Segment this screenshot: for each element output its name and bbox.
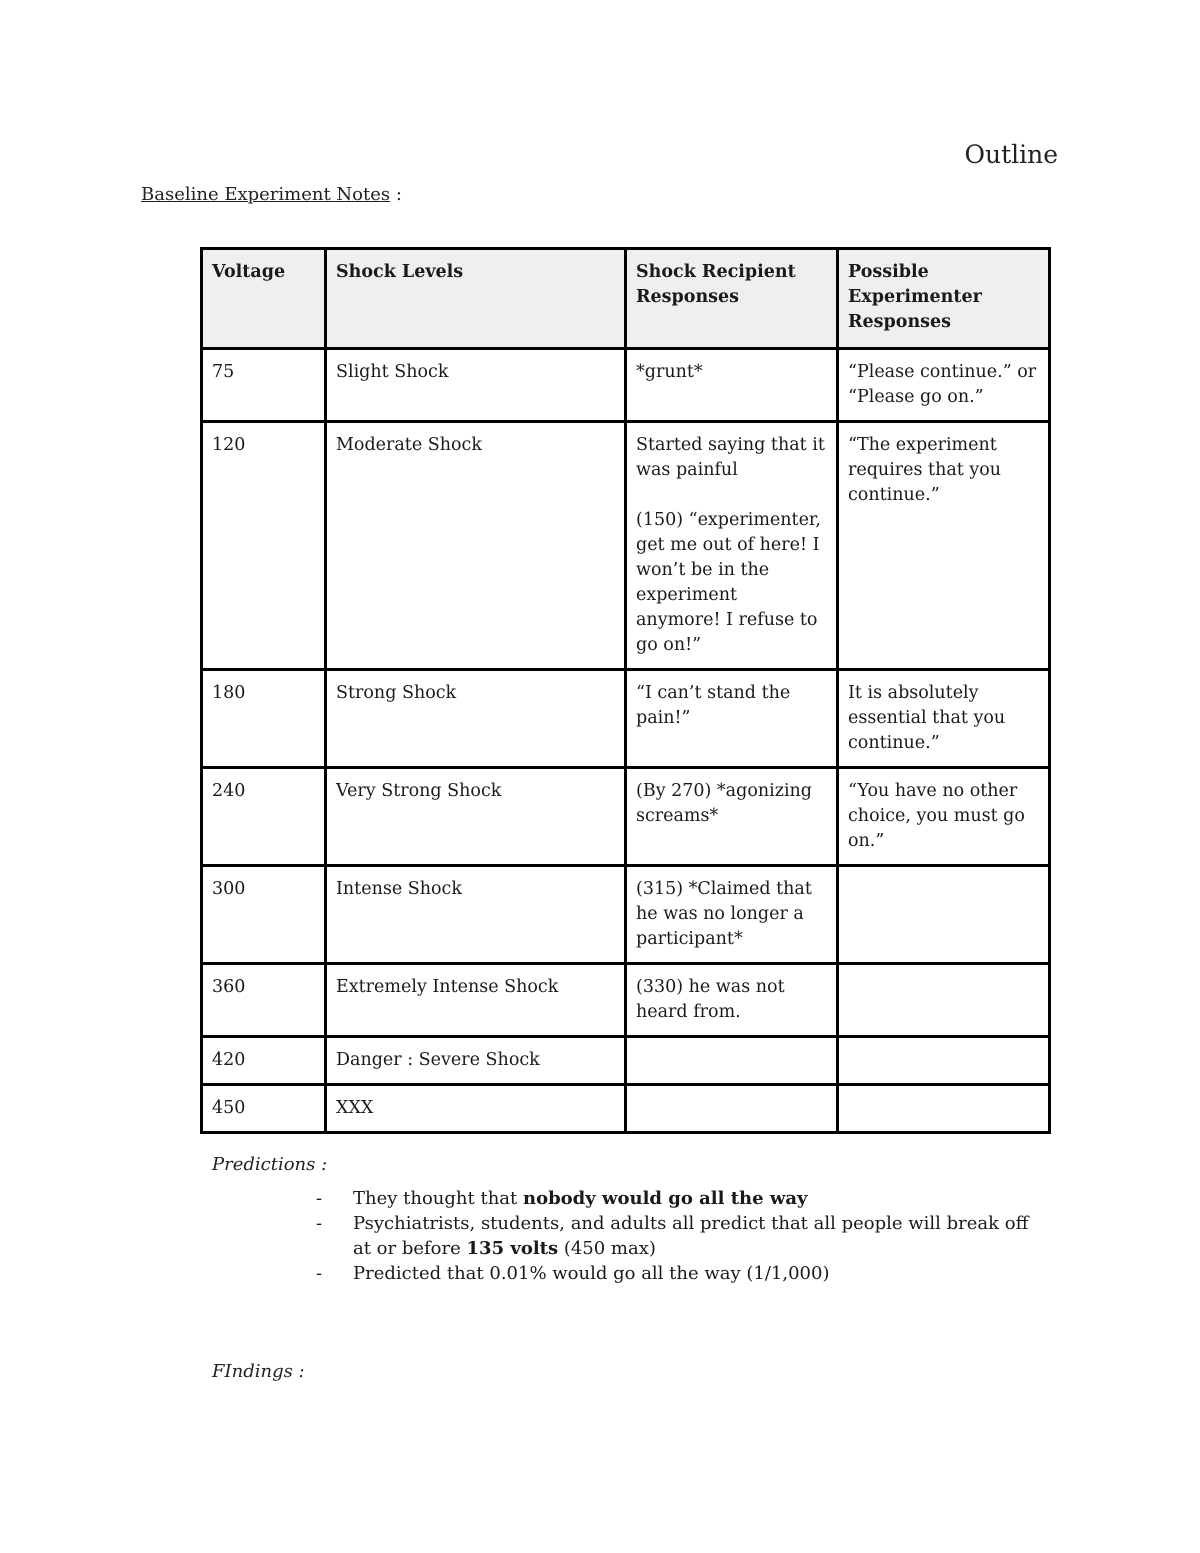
table-header-row [202, 249, 1050, 349]
list-item [312, 1211, 1052, 1261]
recipient-text: Started saying that it was painful [636, 435, 825, 480]
experimenter-cell: “Please continue.” or “Please go on.” [838, 349, 1050, 422]
experimenter-cell: “The experiment requires that you continue.” [838, 422, 1050, 670]
recipient-cell: (330) he was not heard from. [626, 964, 838, 1037]
recipient-text-secondary: (150) “experimenter, get me out of here! I won’t be in the experiment anymore! I refuse to go on!” [636, 510, 821, 655]
predictions-list [312, 1186, 1052, 1286]
list-item [312, 1261, 1052, 1286]
level-cell: Danger : Severe Shock [326, 1037, 626, 1085]
baseline-heading-suffix: : [390, 184, 402, 205]
level-cell: Strong Shock [326, 670, 626, 768]
voltage-cell: 240 [202, 768, 326, 866]
prediction-bold: nobody would go all the way [522, 1188, 808, 1209]
table-row [202, 1037, 1050, 1085]
recipient-cell [626, 1085, 838, 1133]
document-title: Outline [964, 140, 1058, 169]
bullet-dash: - [316, 1213, 323, 1234]
table-row [202, 670, 1050, 768]
table-row [202, 422, 1050, 670]
level-cell: Extremely Intense Shock [326, 964, 626, 1037]
bullet-dash: - [316, 1188, 323, 1209]
table-row [202, 1085, 1050, 1133]
prediction-text: They thought that [353, 1188, 523, 1209]
table-row [202, 768, 1050, 866]
predictions-heading: Predictions : [212, 1154, 328, 1175]
table-row [202, 866, 1050, 964]
experimenter-cell [838, 866, 1050, 964]
recipient-cell [626, 422, 838, 670]
level-cell: Slight Shock [326, 349, 626, 422]
voltage-cell: 450 [202, 1085, 326, 1133]
experimenter-cell [838, 964, 1050, 1037]
voltage-cell: 420 [202, 1037, 326, 1085]
header-experimenter-responses: Possible Experimenter Responses [838, 249, 1050, 349]
voltage-cell: 120 [202, 422, 326, 670]
voltage-cell: 180 [202, 670, 326, 768]
prediction-text: Psychiatrists, students, and adults all predict that all people will break off at or before [353, 1213, 1029, 1259]
level-cell: XXX [326, 1085, 626, 1133]
level-cell: Very Strong Shock [326, 768, 626, 866]
shock-table [200, 247, 1051, 1134]
recipient-cell: (315) *Claimed that he was no longer a participant* [626, 866, 838, 964]
header-voltage: Voltage [202, 249, 326, 349]
recipient-cell: (By 270) *agonizing screams* [626, 768, 838, 866]
voltage-cell: 300 [202, 866, 326, 964]
level-cell: Intense Shock [326, 866, 626, 964]
voltage-cell: 360 [202, 964, 326, 1037]
prediction-bold: 135 volts [466, 1238, 559, 1259]
baseline-heading [141, 184, 402, 205]
experimenter-cell: “You have no other choice, you must go on.” [838, 768, 1050, 866]
findings-heading: FIndings : [212, 1361, 305, 1382]
list-item [312, 1186, 1052, 1211]
experimenter-cell [838, 1037, 1050, 1085]
table-row [202, 964, 1050, 1037]
header-recipient-responses: Shock Recipient Responses [626, 249, 838, 349]
header-shock-levels: Shock Levels [326, 249, 626, 349]
recipient-cell [626, 1037, 838, 1085]
prediction-text: Predicted that 0.01% would go all the way (1/1,000) [353, 1263, 830, 1284]
level-cell: Moderate Shock [326, 422, 626, 670]
baseline-heading-text: Baseline Experiment Notes [141, 184, 391, 205]
voltage-cell: 75 [202, 349, 326, 422]
table-row [202, 349, 1050, 422]
recipient-cell: “I can’t stand the pain!” [626, 670, 838, 768]
prediction-text: (450 max) [558, 1238, 656, 1259]
experimenter-cell [838, 1085, 1050, 1133]
bullet-dash: - [316, 1263, 323, 1284]
experimenter-cell: It is absolutely essential that you continue.” [838, 670, 1050, 768]
recipient-cell: *grunt* [626, 349, 838, 422]
